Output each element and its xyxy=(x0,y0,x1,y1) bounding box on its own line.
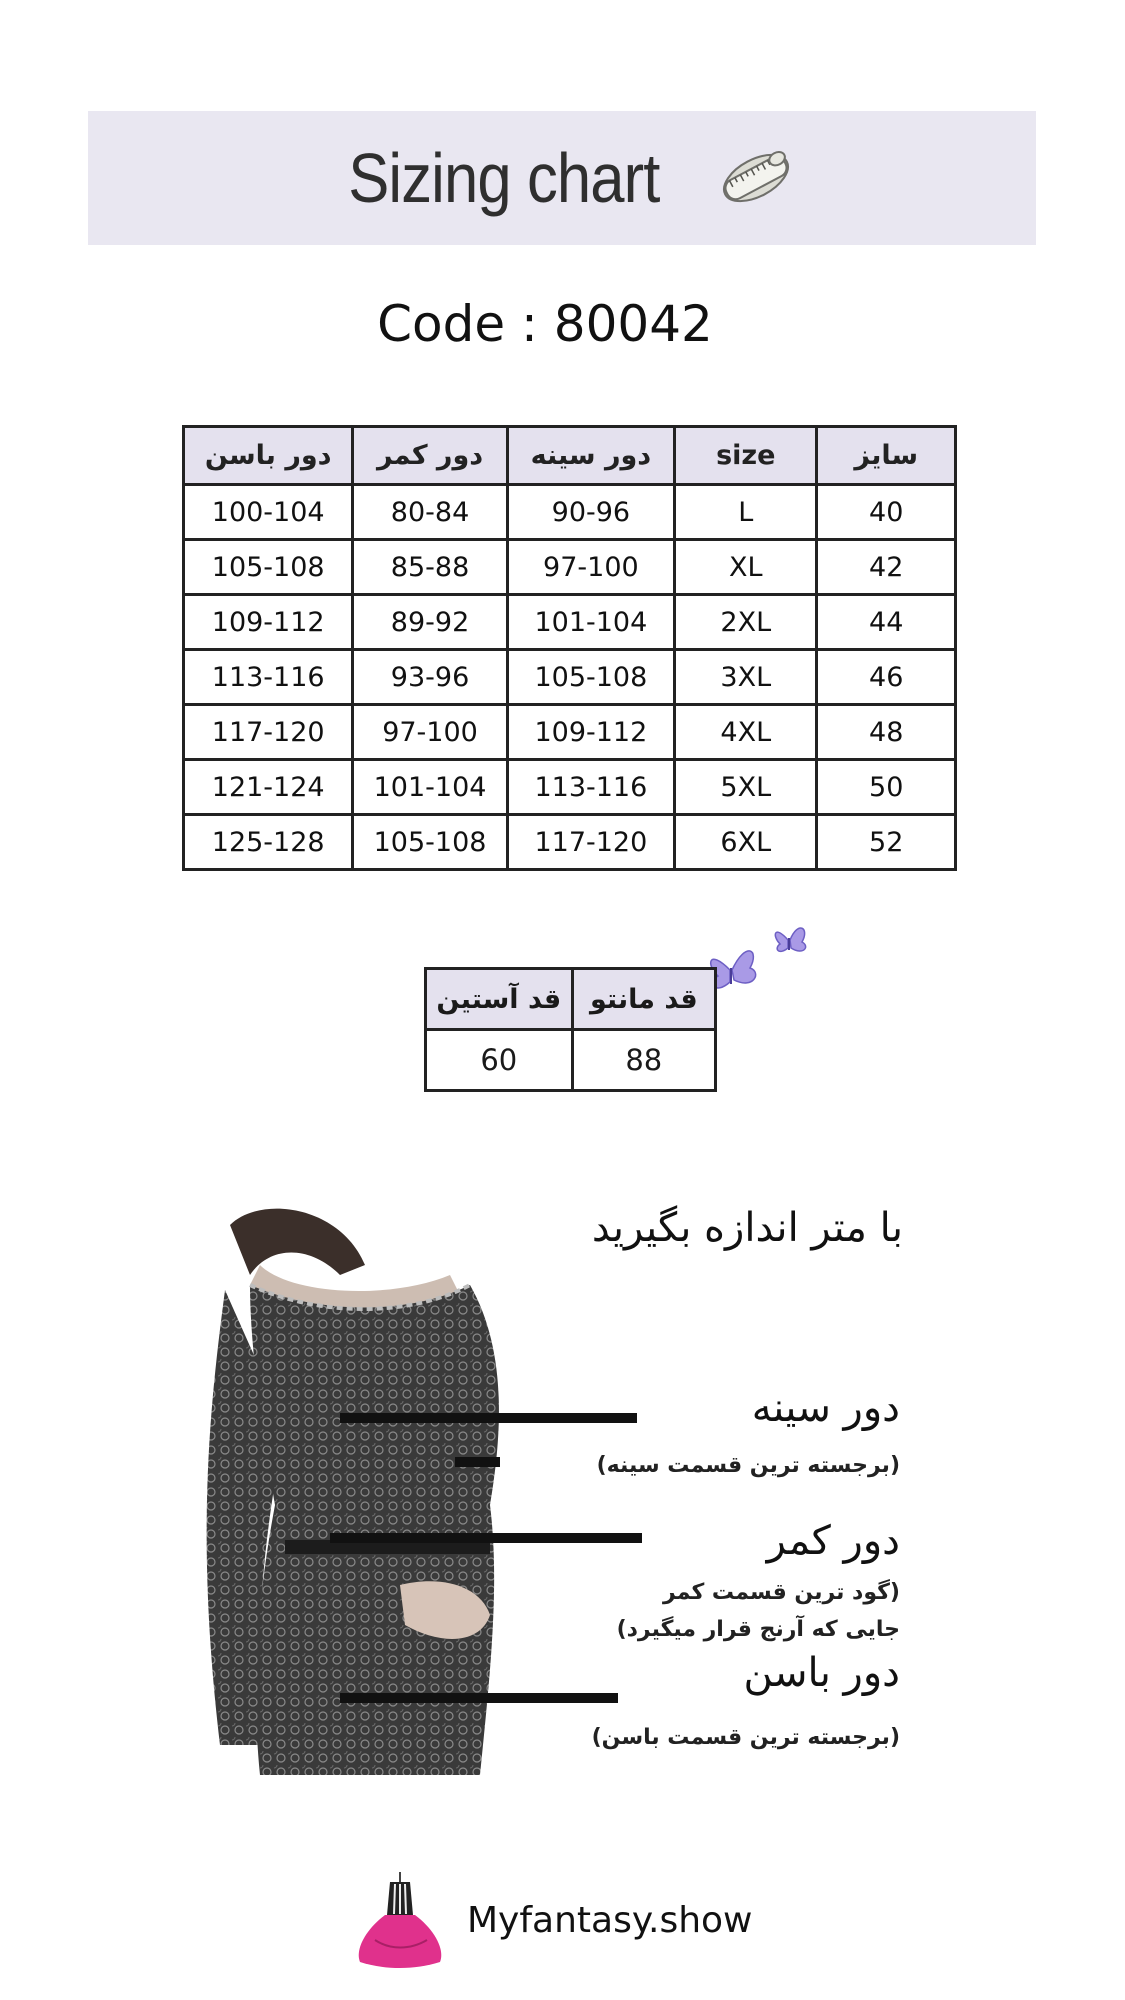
table-row xyxy=(184,815,956,870)
length-table-header-row xyxy=(426,969,716,1030)
header-sleeve-length: قد آستین xyxy=(426,969,573,1030)
waist-cell: 93-96 xyxy=(353,650,507,705)
table-row xyxy=(184,485,956,540)
hip-cell: 109-112 xyxy=(184,595,353,650)
coat-length-cell: 88 xyxy=(572,1030,715,1091)
table-row xyxy=(184,540,956,595)
hip-cell: 105-108 xyxy=(184,540,353,595)
table-row xyxy=(184,650,956,705)
footer-brand xyxy=(355,1870,753,1970)
size-en-cell: 6XL xyxy=(675,815,817,870)
hip-cell: 117-120 xyxy=(184,705,353,760)
size-en-cell: XL xyxy=(675,540,817,595)
bust-cell: 97-100 xyxy=(507,540,674,595)
header-size-en: size xyxy=(675,427,817,485)
bust-cell: 105-108 xyxy=(507,650,674,705)
butterfly-icon xyxy=(700,910,815,1000)
header-bust: دور سینه xyxy=(507,427,674,485)
hip-cell: 100-104 xyxy=(184,485,353,540)
table-row xyxy=(426,1030,716,1091)
table-row xyxy=(184,760,956,815)
bust-measure-line xyxy=(340,1413,637,1423)
measure-guide-heading: با متر اندازه بگیرید xyxy=(591,1205,903,1251)
size-fa-cell: 50 xyxy=(817,760,956,815)
dress-logo-icon xyxy=(355,1870,445,1970)
waist-cell: 105-108 xyxy=(353,815,507,870)
waist-cell: 101-104 xyxy=(353,760,507,815)
size-en-cell: 5XL xyxy=(675,760,817,815)
bust-cell: 109-112 xyxy=(507,705,674,760)
waist-note-line1: (گود ترین قسمت کمر xyxy=(663,1580,900,1605)
size-table-header-row xyxy=(184,427,956,485)
bust-cell: 101-104 xyxy=(507,595,674,650)
bust-measure-tick xyxy=(455,1457,500,1467)
bust-cell: 113-116 xyxy=(507,760,674,815)
bust-label: دور سینه xyxy=(751,1385,900,1431)
product-code: Code : 80042 xyxy=(377,295,713,353)
size-fa-cell: 52 xyxy=(817,815,956,870)
table-row xyxy=(184,595,956,650)
hip-note: (برجسته ترین قسمت باسن) xyxy=(591,1725,900,1750)
measuring-tape-icon xyxy=(715,137,797,219)
bust-cell: 90-96 xyxy=(507,485,674,540)
size-en-cell: 2XL xyxy=(675,595,817,650)
size-fa-cell: 40 xyxy=(817,485,956,540)
header-coat-length: قد مانتو xyxy=(572,969,715,1030)
size-fa-cell: 46 xyxy=(817,650,956,705)
waist-measure-line xyxy=(330,1533,642,1543)
bust-note: (برجسته ترین قسمت سینه) xyxy=(596,1453,900,1478)
waist-label: دور کمر xyxy=(766,1518,900,1564)
table-row xyxy=(184,705,956,760)
hip-cell: 113-116 xyxy=(184,650,353,705)
header-waist: دور کمر xyxy=(353,427,507,485)
site-name: Myfantasy.show xyxy=(467,1899,753,1941)
hip-cell: 125-128 xyxy=(184,815,353,870)
waist-cell: 85-88 xyxy=(353,540,507,595)
header-hip: دور باسن xyxy=(184,427,353,485)
banner-title: Sizing chart xyxy=(348,139,660,217)
size-fa-cell: 48 xyxy=(817,705,956,760)
waist-note-line2: جایی که آرنج قرار میگیرد) xyxy=(616,1617,900,1642)
hip-measure-line xyxy=(340,1693,618,1703)
size-en-cell: 3XL xyxy=(675,650,817,705)
waist-cell: 97-100 xyxy=(353,705,507,760)
size-en-cell: L xyxy=(675,485,817,540)
header-size-fa: سایز xyxy=(817,427,956,485)
hip-label: دور باسن xyxy=(743,1650,900,1696)
size-en-cell: 4XL xyxy=(675,705,817,760)
hip-cell: 121-124 xyxy=(184,760,353,815)
size-fa-cell: 44 xyxy=(817,595,956,650)
sleeve-length-cell: 60 xyxy=(426,1030,573,1091)
size-table xyxy=(182,425,957,871)
length-table xyxy=(424,967,717,1092)
waist-cell: 80-84 xyxy=(353,485,507,540)
size-fa-cell: 42 xyxy=(817,540,956,595)
sizing-chart-banner xyxy=(88,111,1036,245)
waist-cell: 89-92 xyxy=(353,595,507,650)
model-figure-illustration xyxy=(190,1205,550,1775)
bust-cell: 117-120 xyxy=(507,815,674,870)
